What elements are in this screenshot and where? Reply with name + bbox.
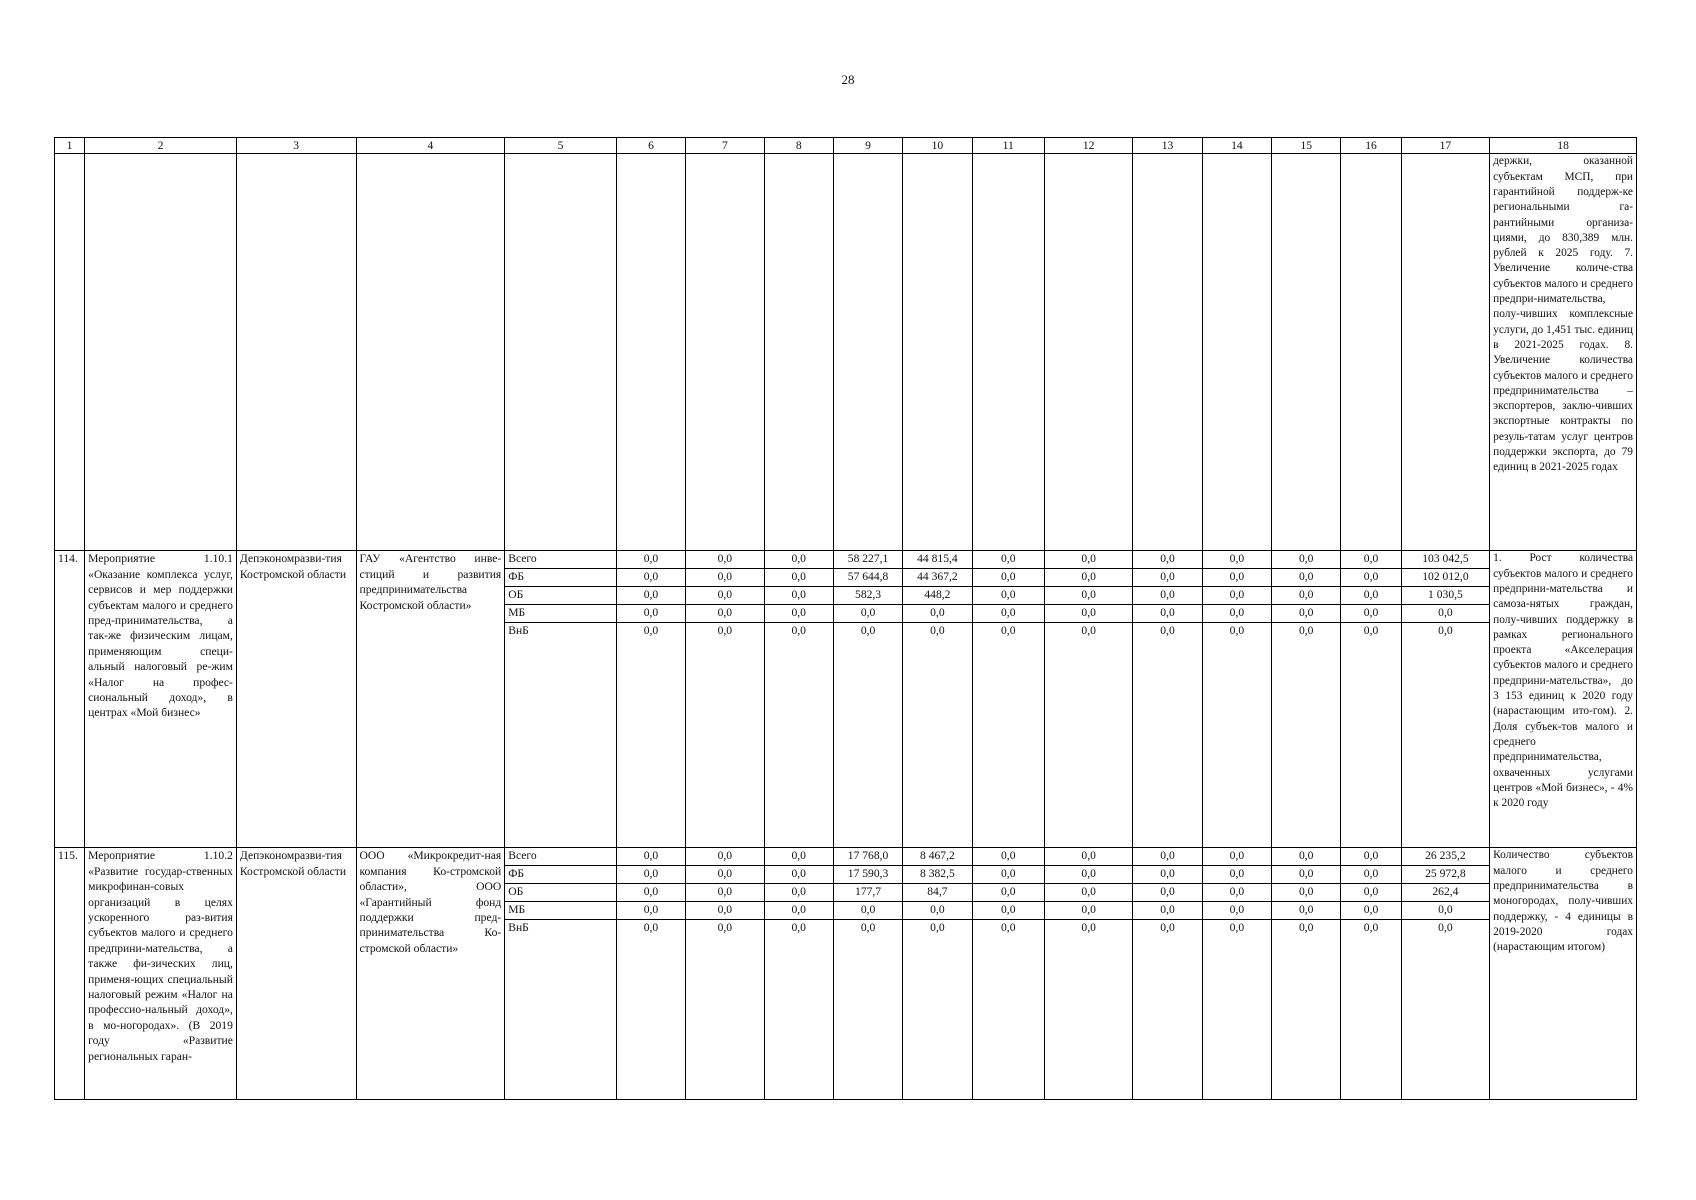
- responsible-executor: Депэкономразви-тия Костромской области: [236, 551, 356, 848]
- col14-values: 0,0 0,0 0,0 0,0 0,0: [1203, 551, 1271, 640]
- source-label: Всего: [505, 848, 616, 866]
- executor-organization: ООО «Микрокредит-ная компания Ко-стромской области», ООО «Гарантийный фонд поддержки пред-принимательства Ко-стромской области»: [356, 848, 505, 1100]
- funding-sources: [505, 551, 616, 640]
- source-label: ФБ: [505, 569, 616, 587]
- table-row: [55, 848, 1637, 1100]
- header-cell: 10: [903, 138, 972, 154]
- col10-values: 44 815,4 44 367,2 448,2 0,0 0,0: [903, 551, 971, 640]
- col16-values: 0,0 0,0 0,0 0,0 0,0: [1341, 551, 1400, 640]
- row-number: 115.: [55, 848, 85, 1100]
- col16-values: 0,0 0,0 0,0 0,0 0,0: [1341, 848, 1400, 937]
- source-label: ОБ: [505, 884, 616, 902]
- page-number: 28: [841, 72, 855, 87]
- col14-values: 0,0 0,0 0,0 0,0 0,0: [1203, 848, 1271, 937]
- funding-sources: [505, 848, 616, 937]
- measure-name: Мероприятие 1.10.1 «Оказание комплекса услуг, сервисов и мер поддержки субъектам малого и среднего пред-принимательства, а так-же физическим лицам, применяющим специ-альный налоговый ре-жим «Налог на профес-сиональный доход», в центрах «Мой бизнес»: [85, 551, 237, 848]
- source-label: МБ: [505, 902, 616, 920]
- source-label: ВнБ: [508, 921, 529, 935]
- col17-values: 103 042,5 102 012,0 1 030,5 0,0 0,0: [1402, 551, 1489, 640]
- responsible-executor: Депэкономразви-тия Костромской области: [236, 848, 356, 1100]
- header-cell: 7: [686, 138, 764, 154]
- header-cell: 1: [55, 138, 85, 154]
- col7-values: 0,0 0,0 0,0 0,0 0,0: [686, 848, 763, 937]
- header-cell: 15: [1272, 138, 1341, 154]
- executor-organization: ГАУ «Агентство инве-стиций и развития предпринимательства Костромской области»: [356, 551, 505, 848]
- col9-values: 58 227,1 57 644,8 582,3 0,0 0,0: [834, 551, 902, 640]
- header-cell: 6: [616, 138, 685, 154]
- header-cell: 12: [1044, 138, 1132, 154]
- col13-values: 0,0 0,0 0,0 0,0 0,0: [1133, 848, 1201, 937]
- col7-values: 0,0 0,0 0,0 0,0 0,0: [686, 551, 763, 640]
- table-row: [55, 551, 1637, 848]
- expected-result: Количество субъектов малого и среднего предпринимательства в моногородах, полу-чивших поддержку, - 4 единицы в 2019-2020 годах (нарастающим итогом): [1490, 848, 1637, 1100]
- col11-values: 0,0 0,0 0,0 0,0 0,0: [973, 551, 1044, 640]
- col15-values: 0,0 0,0 0,0 0,0 0,0: [1272, 551, 1340, 640]
- header-cell: 13: [1133, 138, 1202, 154]
- column-number-header-row: [55, 138, 1637, 154]
- row-number: 114.: [55, 551, 85, 848]
- program-measures-table: [54, 137, 1637, 1100]
- col17-values: 26 235,2 25 972,8 262,4 0,0 0,0: [1402, 848, 1489, 937]
- source-label: ОБ: [505, 587, 616, 605]
- header-cell: 17: [1401, 138, 1489, 154]
- source-label: МБ: [505, 605, 616, 623]
- continuation-result-text: держки, оказанной субъектам МСП, при гарантийной поддерж-ке региональными га-рантийными организа-циями, до 830,389 млн. рублей к 2025 году. 7. Увеличение количе-ства субъектов малого и среднего предпри-нимательства, полу-чивших комплексные услуги, до 1,451 тыс. единиц в 2021-2025 годах. 8. Увеличение количества субъектов малого и среднего предпринимательства – экспортеров, заклю-чивших экспортные контракты по резуль-татам услуг центров поддержки экспорта, до 79 единиц в 2021-2025 годах: [1490, 154, 1637, 551]
- source-label: ВнБ: [508, 624, 529, 638]
- col9-values: 17 768,0 17 590,3 177,7 0,0 0,0: [834, 848, 902, 937]
- header-cell: 11: [972, 138, 1044, 154]
- col15-values: 0,0 0,0 0,0 0,0 0,0: [1272, 848, 1340, 937]
- source-label: Всего: [505, 551, 616, 569]
- col11-values: 0,0 0,0 0,0 0,0 0,0: [973, 848, 1044, 937]
- col12-values: 0,0 0,0 0,0 0,0 0,0: [1045, 848, 1132, 937]
- col8-values: 0,0 0,0 0,0 0,0 0,0: [765, 551, 833, 640]
- header-cell: 18: [1490, 138, 1637, 154]
- header-cell: 16: [1341, 138, 1401, 154]
- header-cell: 4: [356, 138, 505, 154]
- expected-result: 1. Рост количества субъектов малого и среднего предприни-мательства и самоза-нятых граждан, полу-чивших поддержку в рамках регионального проекта «Акселерация субъектов малого и среднего предприни-мательства», до 3 153 единиц к 2020 году (нарастающим ито-гом). 2. Доля субъек-тов малого и среднего предпринимательства, охваченных услугами центров «Мой бизнес», - 4% к 2020 году: [1490, 551, 1637, 848]
- header-cell: 5: [505, 138, 617, 154]
- continuation-row: [55, 154, 1637, 551]
- col10-values: 8 467,2 8 382,5 84,7 0,0 0,0: [903, 848, 971, 937]
- measure-name: Мероприятие 1.10.2 «Развитие государ-ственных микрофинан-совых организаций в целях ускоренного раз-вития субъектов малого и среднего предприни-мательства, а также фи-зических лиц, применя-ющих специальный налоговый режим «Налог на профессио-нальный доход», в мо-ногородах». (В 2019 году «Развитие региональных гаран-: [85, 848, 237, 1100]
- header-cell: 3: [236, 138, 356, 154]
- source-label: ФБ: [505, 866, 616, 884]
- header-cell: 9: [833, 138, 902, 154]
- col6-values: 0,0 0,0 0,0 0,0 0,0: [617, 848, 685, 937]
- header-cell: 2: [85, 138, 237, 154]
- header-cell: 8: [764, 138, 833, 154]
- col13-values: 0,0 0,0 0,0 0,0 0,0: [1133, 551, 1201, 640]
- col6-values: 0,0 0,0 0,0 0,0 0,0: [617, 551, 685, 640]
- col8-values: 0,0 0,0 0,0 0,0 0,0: [765, 848, 833, 937]
- header-cell: 14: [1202, 138, 1271, 154]
- col12-values: 0,0 0,0 0,0 0,0 0,0: [1045, 551, 1132, 640]
